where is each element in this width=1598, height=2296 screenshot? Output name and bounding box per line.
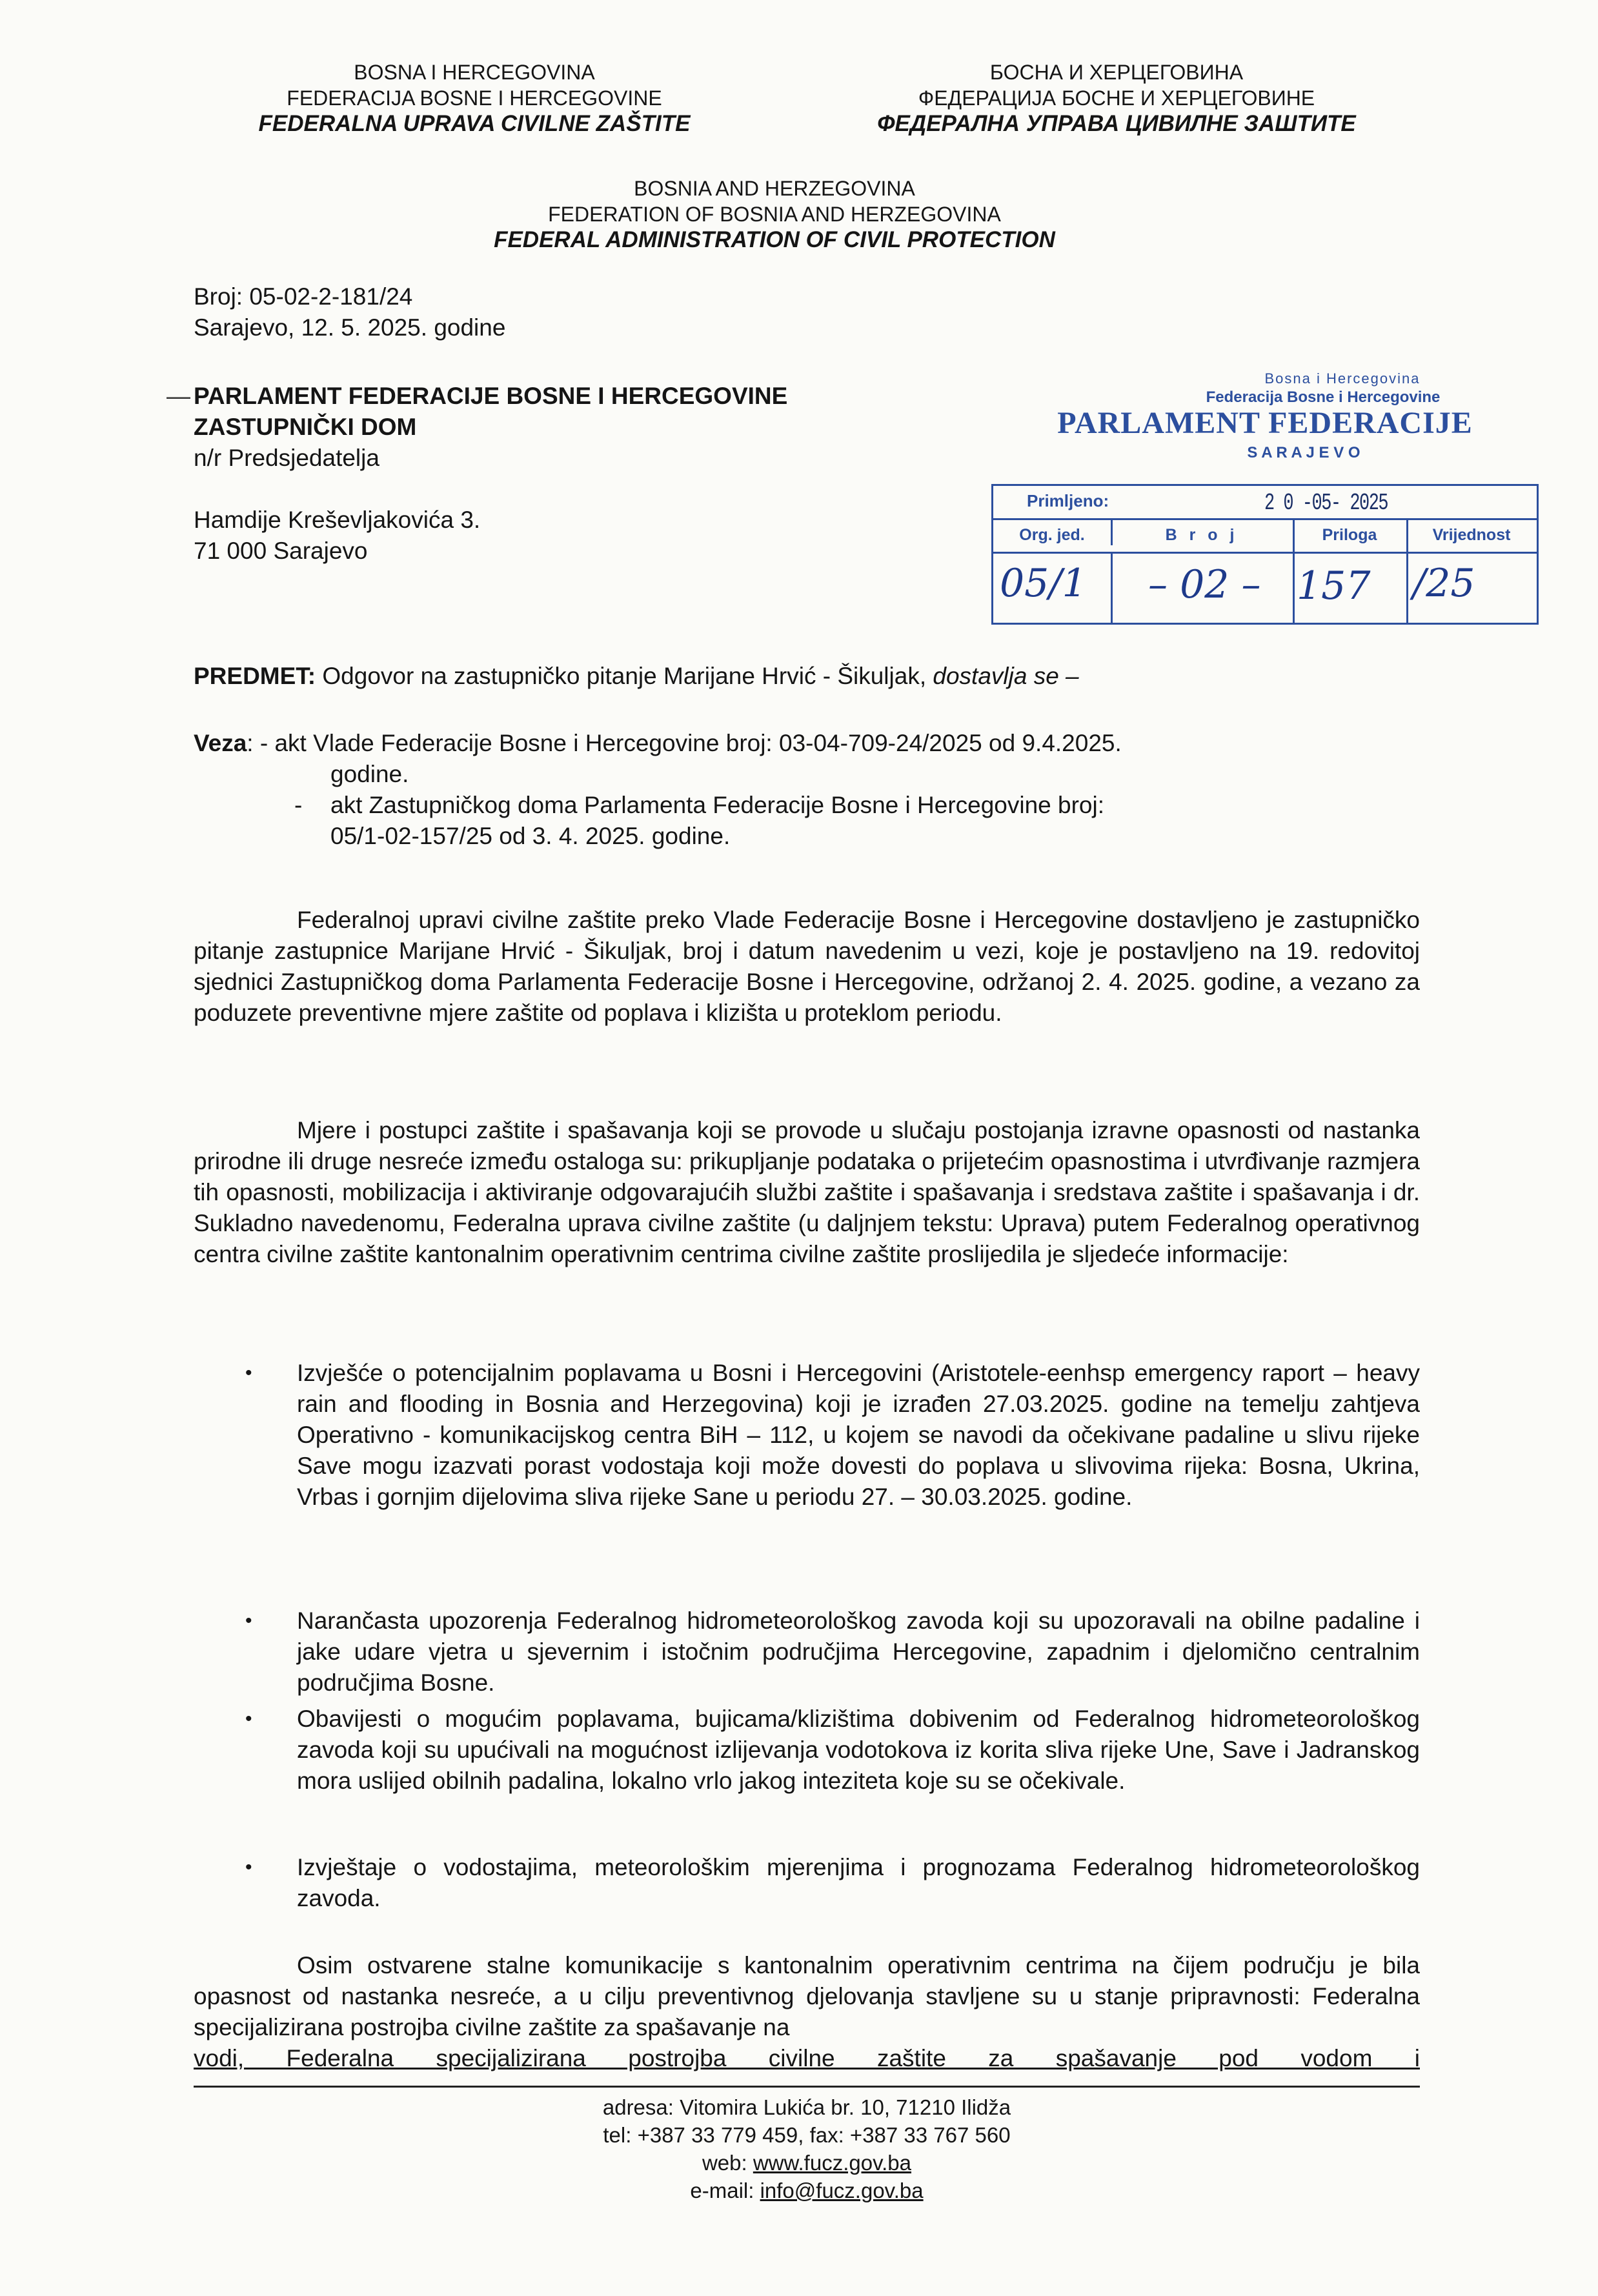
- subject-label: PREDMET:: [194, 663, 316, 689]
- stamp-city: S A R A J E V O: [1247, 444, 1360, 461]
- stamp-col-org: Org. jed.: [993, 518, 1113, 545]
- stamp-hw-attachments: 157: [1297, 563, 1371, 609]
- links-line1: [194, 728, 1420, 759]
- header-center-country: BOSNIA AND HERZEGOVINA: [634, 177, 915, 200]
- stamp-country: Bosna i Hercegovina: [1264, 370, 1421, 387]
- links-item1: : - akt Vlade Federacije Bosne i Hercegovine broj: 03-04-709-24/2025 od 9.4.2025.: [247, 730, 1122, 756]
- header-left-agency: FEDERALNA UPRAVA CIVILNE ZAŠTITE: [258, 111, 691, 136]
- stamp-col-attachments: Priloga: [1293, 518, 1408, 552]
- subject-italic: dostavlja se –: [933, 663, 1079, 689]
- links-item2-dash: -: [294, 792, 303, 818]
- reference-date: Sarajevo, 12. 5. 2025. godine: [194, 314, 506, 341]
- header-left: [213, 59, 736, 137]
- stamp-handwritten-row: [993, 552, 1537, 623]
- recipient-city: 71 000 Sarajevo: [194, 538, 368, 564]
- recipient-attention: n/r Predsjedatelja: [194, 445, 379, 471]
- stamp-hw-org: 05/1: [1000, 561, 1087, 606]
- recipient-dash: —: [167, 383, 190, 409]
- bullet-2-marker: •: [245, 1610, 252, 1631]
- footer-address: adresa: Vitomira Lukića br. 10, 71210 Ilidža: [602, 2095, 1011, 2119]
- bullet-1-marker: •: [245, 1362, 252, 1384]
- reference-block: [194, 281, 505, 343]
- recipient-street: Hamdije Kreševljakovića 3.: [194, 507, 481, 533]
- header-center: [387, 176, 1162, 253]
- footer-email-label: e-mail:: [690, 2179, 760, 2202]
- footer-web-link[interactable]: www.fucz.gov.ba: [753, 2151, 912, 2175]
- footer-web-label: web:: [702, 2151, 753, 2175]
- header-right-country: БОСНА И ХЕРЦЕГОВИНА: [989, 61, 1244, 84]
- paragraph-3-last-line: vodi, Federalna specijalizirana postrojba civilne zaštite za spašavanje pod vodom i: [194, 2045, 1420, 2071]
- links-item2: [330, 790, 1428, 852]
- links-item1-cont: godine.: [330, 761, 409, 787]
- footer: [194, 2093, 1420, 2204]
- bullet-4: Izvještaje o vodostajima, meteorološkim mjerenjima i prognozama Federalnog hidrometeorološkog zavoda.: [297, 1854, 1420, 1911]
- header-center-agency: FEDERAL ADMINISTRATION OF CIVIL PROTECTION: [494, 227, 1055, 252]
- footer-separator: [194, 2086, 1420, 2088]
- header-right-federation: ФЕДЕРАЦИЈА БОСНЕ И ХЕРЦЕГОВИНЕ: [918, 86, 1315, 110]
- links-item2-line1: akt Zastupničkog doma Parlamenta Federacije Bosne i Hercegovine broj:: [330, 792, 1105, 818]
- stamp-federation: Federacija Bosne i Hercegovine: [1206, 388, 1441, 406]
- recipient-parliament: PARLAMENT FEDERACIJE BOSNE I HERCEGOVINE: [194, 383, 788, 409]
- recipient-block: [194, 381, 968, 567]
- links-label: Veza: [194, 730, 247, 756]
- bullet-1: Izvješće o potencijalnim poplavama u Bosni i Hercegovini (Aristotele-eenhsp emergency raport – heavy rain and flooding in Bosnia and Herzegovina) koji je izrađen 27.03.2025. godine na temelju zahtjeva Operativno - komunikacijskog centra BiH – 112, u kojem se navodi da očekivane padaline u slivu rijeke Save mogu izazvati porast vodostaja koji može dovesti do poplava u slivovima rijeka: Bosna, Ukrina, Vrbas i gornjim dijelovima sliva rijeke Sane u periodu 27. – 30.03.2025. godine.: [297, 1360, 1420, 1510]
- links-item2-line2: 05/1-02-157/25 od 3. 4. 2025. godine.: [330, 823, 731, 849]
- footer-email-link[interactable]: info@fucz.gov.ba: [760, 2179, 924, 2202]
- paragraph-3: Osim ostvarene stalne komunikacije s kantonalnim operativnim centrima na čijem području je bila opasnost od nastanka nesreće, a u cilju preventivnog djelovanja stavljene su u stanje pripravnosti: Federalna specijalizirana postrojba civilne zaštite za spašavanje na: [194, 1952, 1420, 2040]
- stamp-column-row: [993, 518, 1537, 554]
- bullet-3: Obavijesti o mogućim poplavama, bujicama/klizištima dobivenim od Federalnog hidrometeorološkog zavoda koji su upućivali na mogućnost izlijevanja vodotokova iz korita sliva rijeke Une, Save i Jadranskog mora uslijed obilnih padalina, lokalno vrlo jakog inteziteta koje su se očekivale.: [297, 1706, 1420, 1794]
- reference-number: Broj: 05-02-2-181/24: [194, 283, 413, 310]
- bullet-3-marker: •: [245, 1708, 252, 1729]
- receipt-stamp: [987, 361, 1542, 632]
- header-right: [813, 59, 1420, 137]
- stamp-col-number: B r o j: [1111, 518, 1295, 552]
- subject-text: Odgovor na zastupničko pitanje Marijane Hrvić - Šikuljak,: [322, 663, 927, 689]
- stamp-received-label: Primljeno:: [1027, 491, 1109, 510]
- stamp-col-value: Vrijednost: [1432, 526, 1511, 544]
- header-left-federation: FEDERACIJA BOSNE I HERCEGOVINE: [287, 86, 662, 110]
- header-center-federation: FEDERATION OF BOSNIA AND HERZEGOVINA: [548, 203, 1001, 226]
- footer-web-line: [194, 2149, 1420, 2177]
- footer-email-line: [194, 2177, 1420, 2204]
- paragraph-2: Mjere i postupci zaštite i spašavanja koji se provode u slučaju postojanja izravne opasnosti od nastanka prirodne ili druge nesreće između ostaloga su: prikupljanje podataka o prijetećim opasnostima i utvrđivanje razmjera tih opasnosti, mobilizacija i aktiviranje odgovarajućih službi zaštite i spašavanja i sredstava zaštite i spašavanja i dr. Sukladno navedenomu, Federalna uprava civilne zaštite (u daljnjem tekstu: Uprava) putem Federalnog operativnog centra civilne zaštite kantonalnim operativnim centrima civilne zaštite proslijedila je sljedeće informacije:: [194, 1117, 1420, 1267]
- paragraph-1: Federalnoj upravi civilne zaštite preko Vlade Federacije Bosne i Hercegovine dostavljeno je zastupničko pitanje zastupnice Marijane Hrvić - Šikuljak, broj i datum navedenim u vezi, koje je postavljeno na 19. redovitoj sjednici Zastupničkog doma Parlamenta Federacije Bosne i Hercegovine, održanoj 2. 4. 2025. godine, a vezano za poduzete preventivne mjere zaštite od poplava i klizišta u proteklom periodu.: [194, 907, 1420, 1026]
- bullet-2: Narančasta upozorenja Federalnog hidrometeorološkog zavoda koji su upozoravali na obilne padaline i jake udare vjetra u sjevernim i istočnim područjima Hercegovine, zapadnim i djelomično centralnim područjima Bosne.: [297, 1607, 1420, 1696]
- stamp-box: [991, 484, 1539, 625]
- subject-line: [194, 661, 1420, 692]
- header-right-agency: ФЕДЕРАЛНА УПРАВА ЦИВИЛНЕ ЗАШТИТЕ: [877, 111, 1356, 136]
- bullet-4-marker: •: [245, 1857, 252, 1878]
- header-left-country: BOSNA I HERCEGOVINA: [354, 61, 595, 84]
- recipient-house: ZASTUPNIČKI DOM: [194, 414, 417, 440]
- stamp-received-date: 2 0 -05- 2025: [1264, 490, 1388, 516]
- footer-phone: tel: +387 33 779 459, fax: +387 33 767 560: [603, 2123, 1011, 2147]
- stamp-hw-value: /25: [1413, 561, 1475, 606]
- stamp-hw-number: – 02 –: [1148, 562, 1261, 607]
- stamp-received-row: [993, 486, 1537, 520]
- stamp-parliament: PARLAMENT FEDERACIJE: [1057, 406, 1473, 440]
